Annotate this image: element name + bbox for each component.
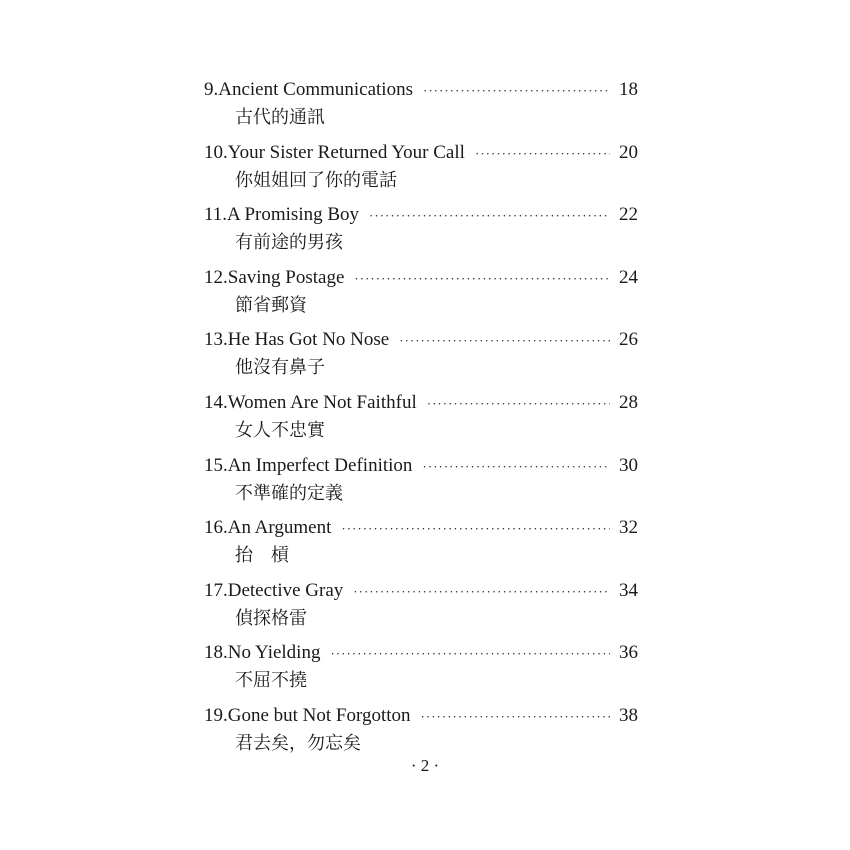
entry-chinese-title: 他沒有鼻子	[235, 357, 325, 379]
entry-title: Ancient Communications	[218, 79, 413, 100]
entry-chinese-title: 有前途的男孩	[235, 232, 343, 254]
toc-entry	[204, 203, 638, 266]
entry-title: Saving Postage	[227, 266, 345, 288]
entry-chinese-title: 抬 槓	[235, 545, 289, 567]
toc-entry	[204, 516, 638, 579]
entry-number: 9.	[204, 79, 219, 100]
entry-page: 30	[619, 454, 638, 476]
entry-chinese-title: 古代的通訊	[235, 107, 325, 128]
entry-number: 15.	[204, 454, 228, 476]
entry-title: Detective Gray	[227, 579, 344, 601]
entry-page: 22	[619, 204, 638, 226]
entry-page: 36	[619, 642, 638, 664]
entry-title: Gone but Not Forgotton	[227, 704, 411, 726]
dot-leader	[421, 705, 610, 729]
entry-number: 19.	[204, 704, 228, 726]
entry-chinese-title: 不準確的定義	[235, 482, 343, 504]
entry-page: 34	[619, 579, 638, 601]
toc-entry	[204, 328, 638, 391]
dot-leader	[369, 204, 610, 228]
dot-leader	[354, 267, 610, 291]
entry-chinese-title: 女人不忠實	[235, 419, 325, 441]
entry-page: 20	[619, 141, 638, 163]
entry-number: 16.	[204, 517, 228, 539]
dot-leader	[341, 517, 610, 541]
dot-leader	[475, 142, 610, 166]
toc-entry	[204, 454, 638, 517]
entry-chinese-title: 節省郵資	[235, 294, 307, 316]
entry-number: 14.	[204, 391, 228, 413]
dot-leader	[427, 392, 610, 416]
entry-page: 26	[619, 329, 638, 351]
dot-leader	[423, 79, 610, 103]
dot-leader	[399, 329, 610, 353]
dot-leader	[330, 642, 610, 666]
entry-number: 13.	[204, 329, 228, 351]
entry-chinese-title: 你姐姐回了你的電話	[235, 169, 397, 191]
entry-title: He Has Got No Nose	[227, 329, 390, 351]
entry-chinese-title: 不屈不撓	[235, 670, 307, 692]
entry-page: 32	[619, 517, 638, 539]
toc-entry	[204, 391, 638, 454]
toc-entry	[204, 266, 638, 329]
entry-page: 38	[619, 704, 638, 726]
entry-number: 17.	[204, 579, 228, 601]
entry-page: 18	[619, 79, 638, 100]
entry-chinese-title: 偵探格雷	[235, 607, 307, 629]
toc-entry	[204, 78, 638, 141]
entry-title: Women Are Not Faithful	[227, 391, 417, 413]
entry-page: 24	[619, 266, 638, 288]
entry-page: 28	[619, 391, 638, 413]
entry-chinese-title: 君去矣，勿忘矣	[235, 732, 361, 754]
table-of-contents	[204, 78, 638, 767]
page-number-footer: · 2 ·	[410, 756, 440, 775]
entry-number: 10.	[204, 141, 228, 163]
entry-number: 18.	[204, 642, 228, 664]
entry-title: A Promising Boy	[227, 204, 360, 226]
entry-title: An Imperfect Definition	[227, 454, 413, 476]
entry-title: Your Sister Returned Your Call	[227, 141, 465, 163]
dot-leader	[353, 580, 610, 604]
dot-leader	[422, 455, 610, 479]
entry-number: 12.	[204, 266, 228, 288]
entry-number: 11.	[204, 204, 228, 226]
toc-entry	[204, 141, 638, 204]
entry-title: No Yielding	[227, 642, 321, 664]
toc-entry	[204, 579, 638, 642]
toc-entry	[204, 641, 638, 704]
entry-title: An Argument	[227, 517, 332, 539]
